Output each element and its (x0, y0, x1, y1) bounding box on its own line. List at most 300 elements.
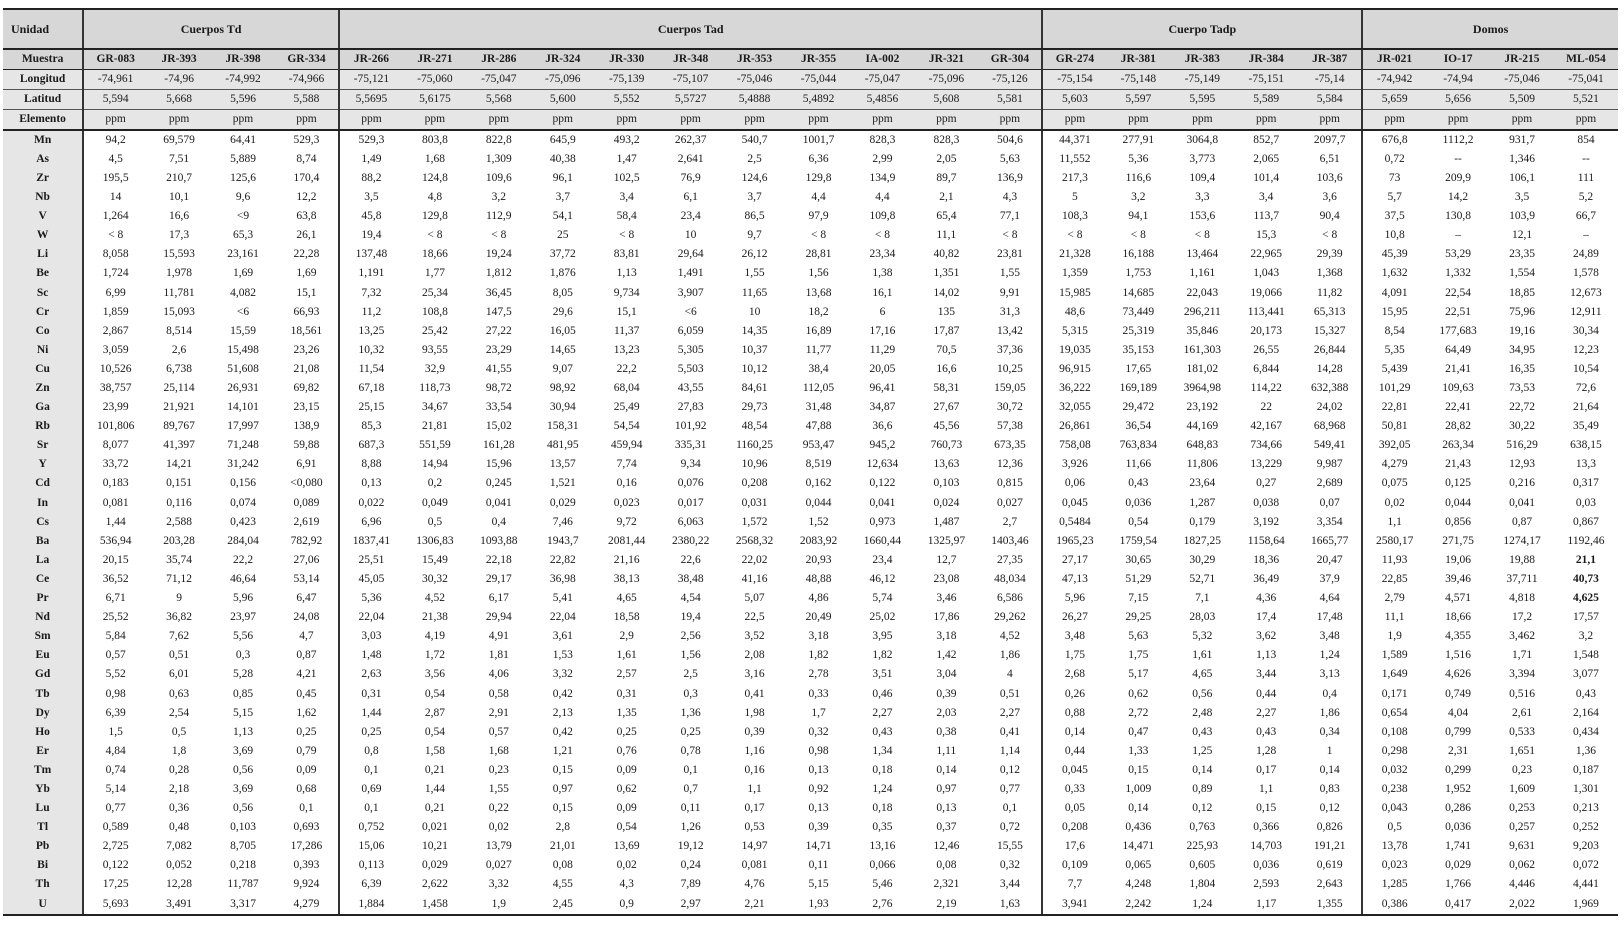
unit-group-row (3, 9, 1618, 49)
table-cell: 19,4 (339, 226, 403, 245)
table-cell: 2,867 (83, 322, 147, 341)
table-cell: 0,33 (1042, 780, 1106, 799)
table-cell: 1,98 (744, 706, 765, 719)
table-cell: 551,59 (419, 439, 451, 452)
table-cell: 1,491 (677, 267, 704, 280)
table-cell: 26,55 (1253, 343, 1280, 356)
table-cell: 3,394 (1509, 668, 1535, 681)
table-cell: 0,125 (1445, 477, 1471, 490)
table-cell: 6,99 (83, 284, 147, 303)
table-cell: 35,74 (166, 553, 193, 566)
table-cell: 0,024 (933, 496, 960, 509)
table-cell: 1,44 (424, 782, 445, 795)
table-cell: 1,649 (1362, 666, 1426, 685)
table-cell: 0,43 (872, 725, 893, 738)
table-cell: 6,39 (339, 876, 403, 895)
table-cell: 0,39 (808, 821, 829, 834)
latitud-cell: 5,603 (1042, 90, 1106, 110)
table-cell: 26,1 (296, 229, 317, 242)
table-row (3, 685, 1618, 704)
group-header: Domos (1362, 9, 1618, 49)
longitud-cell: -75,096 (531, 70, 595, 90)
table-cell: 38,48 (677, 572, 704, 585)
table-cell: 263,34 (1442, 439, 1474, 452)
longitud-cell: -75,14 (1298, 70, 1362, 90)
table-cell: 0,56 (232, 802, 254, 815)
latitud-cell: 5,584 (1298, 90, 1362, 110)
table-cell: 5,96 (1042, 589, 1106, 608)
table-cell: – (1455, 229, 1461, 242)
table-cell: 37,9 (1319, 572, 1340, 585)
table-cell: 0,171 (1362, 685, 1426, 704)
table-cell: 1,516 (1445, 649, 1471, 662)
table-row (3, 647, 1618, 666)
table-cell: 30,22 (1509, 420, 1535, 433)
table-cell: 0,1 (299, 802, 314, 815)
table-cell: 19,066 (1250, 286, 1283, 299)
table-cell: 0,029 (549, 496, 576, 509)
element-label: V (3, 207, 83, 226)
table-cell: 0,038 (1253, 496, 1280, 509)
table-cell: 22,85 (1362, 570, 1426, 589)
table-cell: 0,37 (936, 821, 957, 834)
table-cell: < 8 (491, 229, 507, 242)
table-cell: 20,47 (1316, 553, 1343, 566)
table-cell: 124,6 (741, 171, 768, 184)
table-cell: 37,72 (549, 248, 576, 261)
table-cell: 22,5 (744, 611, 765, 624)
table-cell: 18,85 (1509, 286, 1535, 299)
table-cell: 0,815 (996, 477, 1023, 490)
table-cell: 153,6 (1189, 210, 1216, 223)
table-cell: 0,56 (232, 763, 254, 776)
table-cell: – (1583, 229, 1589, 242)
element-label: In (3, 494, 83, 513)
table-cell: 21,64 (1573, 401, 1599, 414)
table-cell: 22,965 (1250, 248, 1283, 261)
table-cell: 1,16 (744, 744, 765, 757)
table-cell: 35,846 (1186, 324, 1219, 337)
table-cell: 7,082 (166, 840, 193, 853)
table-cell: 15,093 (163, 305, 195, 318)
table-cell: 30,72 (996, 401, 1023, 414)
table-cell: 0,25 (296, 725, 317, 738)
table-cell: 66,93 (293, 305, 320, 318)
table-cell: 536,94 (83, 532, 147, 551)
table-cell: 2,63 (339, 666, 403, 685)
table-cell: 40,82 (933, 248, 960, 261)
table-cell: 13,16 (869, 840, 896, 853)
table-cell: 23,4 (680, 210, 701, 223)
table-cell: 1,93 (787, 895, 851, 915)
table-cell: 21,43 (1445, 458, 1471, 471)
table-cell: 89,767 (163, 420, 195, 433)
table-row (3, 341, 1618, 360)
table-cell: 10,37 (741, 343, 768, 356)
table-cell: 9,07 (552, 362, 573, 375)
table-cell: 11,1 (1362, 608, 1426, 627)
table-cell: 3,44 (1256, 668, 1277, 681)
table-cell: 0,87 (1511, 515, 1533, 528)
table-cell: 29,17 (485, 572, 512, 585)
table-cell: 1,75 (1128, 649, 1149, 662)
table-cell: 0,076 (677, 477, 704, 490)
table-cell: 0,25 (680, 725, 701, 738)
longitud-cell: -75,047 (467, 70, 531, 90)
table-cell: 540,7 (741, 133, 768, 146)
row-label: Muestra (3, 49, 83, 70)
table-cell: 4,65 (1192, 668, 1213, 681)
table-row (3, 761, 1618, 780)
muestra-cell: JR-324 (531, 49, 595, 70)
table-cell: 17,25 (83, 876, 147, 895)
elemento-cell: ppm (1106, 110, 1170, 131)
table-cell: 17,6 (1042, 837, 1106, 856)
table-cell: 0,25 (616, 725, 637, 738)
table-cell: 68,968 (1313, 420, 1346, 433)
table-row (3, 627, 1618, 646)
table-cell: 3,56 (424, 668, 445, 681)
table-cell: 1,572 (741, 515, 768, 528)
table-cell: 96,41 (869, 382, 896, 395)
table-cell: 11,806 (1186, 458, 1218, 471)
table-cell: 1,24 (1319, 649, 1340, 662)
table-cell: 4,04 (1448, 706, 1469, 719)
table-cell: 0,113 (339, 857, 403, 876)
table-cell: 125,6 (230, 171, 256, 184)
element-label: La (3, 551, 83, 570)
table-cell: 2,022 (1490, 895, 1554, 915)
table-cell: 0,18 (872, 802, 893, 815)
table-cell: 17,16 (869, 324, 896, 337)
table-cell: 0,072 (1573, 859, 1599, 872)
table-cell: 33,54 (485, 401, 512, 414)
table-cell: 4,86 (808, 592, 829, 605)
table-cell: 1,48 (339, 647, 403, 666)
table-cell: 25,02 (869, 611, 896, 624)
table-cell: 0,35 (872, 821, 893, 834)
table-cell: 1,13 (1256, 649, 1277, 662)
table-cell: 5,14 (83, 780, 147, 799)
table-cell: 0,48 (169, 821, 190, 834)
elemento-cell: ppm (1298, 110, 1362, 131)
table-cell: 1,61 (616, 649, 637, 662)
table-cell: 1,859 (83, 303, 147, 322)
latitud-cell: 5,5695 (339, 90, 403, 110)
table-cell: 225,93 (1186, 840, 1219, 853)
longitud-cell: -75,096 (914, 70, 978, 90)
table-row (3, 398, 1618, 417)
table-cell: 27,35 (996, 553, 1023, 566)
table-cell: 170,4 (293, 171, 320, 184)
table-cell: 0,13 (808, 802, 829, 815)
table-cell: 0,25 (339, 723, 403, 742)
table-cell: 40,38 (549, 152, 576, 165)
latitud-row (3, 90, 1618, 110)
element-label: Be (3, 265, 83, 284)
table-cell: 0,97 (936, 782, 957, 795)
element-label: Sr (3, 437, 83, 456)
table-cell: 51,29 (1125, 572, 1152, 585)
table-cell: 0,029 (421, 859, 448, 872)
table-cell: 102,5 (613, 171, 640, 184)
table-cell: 23,192 (1186, 401, 1219, 414)
table-cell: 1,25 (1192, 744, 1213, 757)
table-cell: 5,35 (1362, 341, 1426, 360)
table-cell: 30,34 (1573, 324, 1599, 337)
table-cell: 9,734 (613, 286, 640, 299)
table-cell: 25,49 (613, 401, 640, 414)
table-cell: 11,77 (805, 343, 832, 356)
elemento-cell: ppm (787, 110, 851, 131)
table-cell: 1,285 (1362, 876, 1426, 895)
table-cell: 98,92 (549, 382, 576, 395)
table-cell: 2,27 (1256, 706, 1277, 719)
table-cell: 24,08 (293, 611, 320, 624)
table-cell: 71,12 (166, 572, 193, 585)
table-cell: 4,4 (875, 191, 890, 204)
table-cell: 0,32 (808, 725, 829, 738)
table-cell: 14,71 (805, 840, 832, 853)
table-cell: 0,42 (552, 725, 573, 738)
table-cell: 0,31 (339, 685, 403, 704)
table-cell: 11,552 (1042, 150, 1106, 169)
table-cell: 3064,8 (1186, 133, 1219, 146)
table-cell: 9,7 (747, 229, 762, 242)
table-cell: 3,059 (83, 341, 147, 360)
table-cell: < 8 (427, 229, 443, 242)
table-cell: 18,561 (290, 324, 323, 337)
table-cell: 1,346 (1509, 152, 1535, 165)
table-cell: 16,6 (936, 362, 957, 375)
table-cell: 296,211 (1183, 305, 1221, 318)
table-row (3, 818, 1618, 837)
table-cell: 24,89 (1573, 248, 1599, 261)
table-cell: 1,58 (424, 744, 445, 757)
table-cell: 3,46 (936, 592, 957, 605)
table-cell: 5,07 (744, 592, 765, 605)
table-cell: 1,548 (1573, 649, 1599, 662)
table-row (3, 246, 1618, 265)
table-cell: 0,15 (552, 802, 573, 815)
element-label: Tb (3, 685, 83, 704)
table-cell: 763,834 (1119, 439, 1158, 452)
table-cell: 7,7 (1042, 876, 1106, 895)
table-cell: 13,229 (1250, 458, 1283, 471)
table-cell: 0,179 (1189, 515, 1216, 528)
table-cell: 1965,23 (1042, 532, 1106, 551)
muestra-cell: ML-054 (1554, 49, 1618, 70)
table-cell: 0,16 (744, 763, 765, 776)
table-cell: 4,36 (1256, 592, 1277, 605)
table-cell: 9,72 (616, 515, 637, 528)
table-cell: 0,032 (1362, 761, 1426, 780)
table-cell: 632,388 (1310, 382, 1349, 395)
table-cell: 0,15 (552, 763, 573, 776)
table-cell: 1,69 (296, 267, 317, 280)
table-cell: 13,68 (805, 286, 832, 299)
table-cell: 262,37 (674, 133, 707, 146)
table-cell: 0,023 (613, 496, 640, 509)
table-cell: 15,95 (1362, 303, 1426, 322)
table-cell: 0,11 (808, 859, 829, 872)
table-cell: 0,98 (808, 744, 829, 757)
table-cell: < 8 (1002, 229, 1018, 242)
table-cell: 17,48 (1316, 611, 1343, 624)
element-label: Th (3, 876, 83, 895)
table-row (3, 532, 1618, 551)
table-cell: 0,533 (1509, 725, 1535, 738)
table-cell: 1,69 (232, 267, 254, 280)
table-cell: 11,65 (741, 286, 768, 299)
table-cell: 1306,83 (416, 534, 454, 547)
table-cell: 15,327 (1313, 324, 1346, 337)
table-cell: 103,6 (1316, 171, 1343, 184)
table-cell: 284,04 (227, 534, 259, 547)
table-cell: 36,45 (485, 286, 512, 299)
table-cell: 0,43 (1256, 725, 1277, 738)
latitud-cell: 5,659 (1362, 90, 1426, 110)
table-cell: 0,62 (1128, 687, 1149, 700)
table-cell: 103,9 (1509, 210, 1535, 223)
table-cell: 83,81 (613, 248, 640, 261)
table-cell: 96,915 (1042, 360, 1106, 379)
table-cell: 0,049 (421, 496, 448, 509)
table-cell: 4,55 (552, 878, 573, 891)
table-row (3, 857, 1618, 876)
elemento-row (3, 110, 1618, 131)
element-label: U (3, 895, 83, 915)
table-cell: 17,997 (227, 420, 259, 433)
table-cell: 59,88 (293, 439, 320, 452)
table-cell: 34,87 (869, 401, 896, 414)
table-cell: 0,366 (1253, 821, 1280, 834)
table-cell: 1,44 (83, 513, 147, 532)
table-cell: 89,7 (936, 171, 957, 184)
table-cell: 0,34 (1319, 725, 1340, 738)
longitud-cell: -75,060 (403, 70, 467, 90)
latitud-cell: 5,6175 (403, 90, 467, 110)
table-cell: 0,42 (552, 687, 573, 700)
table-cell: 169,189 (1119, 382, 1158, 395)
table-cell: 1,753 (1125, 267, 1152, 280)
element-label: Ce (3, 570, 83, 589)
table-cell: 18,36 (1253, 553, 1280, 566)
table-cell: 9,631 (1509, 840, 1535, 853)
table-cell: 30,65 (1125, 553, 1152, 566)
table-cell: 0,749 (1445, 687, 1471, 700)
table-cell: 5,56 (232, 630, 254, 643)
table-cell: 0,021 (421, 821, 448, 834)
table-cell: 22,2 (616, 362, 637, 375)
table-cell: 0,13 (339, 475, 403, 494)
table-cell: 782,92 (290, 534, 323, 547)
muestra-cell: JR-348 (659, 49, 723, 70)
group-header: Cuerpos Td (83, 9, 339, 49)
table-cell: 27,17 (1042, 551, 1106, 570)
table-cell: 1,62 (296, 706, 317, 719)
element-label: Cr (3, 303, 83, 322)
table-cell: 0,05 (1042, 799, 1106, 818)
table-cell: 2,1 (939, 191, 954, 204)
table-cell: 2,31 (1448, 744, 1469, 757)
element-label: Cs (3, 513, 83, 532)
table-cell: 5,36 (339, 589, 403, 608)
table-cell: 0,5484 (1042, 513, 1106, 532)
muestra-cell: IA-002 (850, 49, 914, 70)
table-cell: 2,321 (933, 878, 960, 891)
latitud-cell: 5,589 (1234, 90, 1298, 110)
table-cell: 14,2 (1448, 191, 1469, 204)
table-cell: 1,355 (1298, 895, 1362, 915)
table-cell: 0,76 (616, 744, 637, 757)
table-cell: 5,17 (1128, 668, 1149, 681)
table-cell: 828,3 (869, 133, 896, 146)
table-cell: 1,812 (485, 267, 512, 280)
table-cell: 1,1 (747, 782, 762, 795)
table-row (3, 303, 1618, 322)
table-cell: 0,12 (1192, 802, 1213, 815)
table-row (3, 150, 1618, 169)
table-cell: 2,27 (999, 706, 1020, 719)
table-cell: 2,9 (619, 630, 634, 643)
table-cell: 6,17 (488, 592, 509, 605)
table-cell: 945,2 (869, 439, 896, 452)
table-cell: 1,38 (872, 267, 893, 280)
table-cell: 0,51 (999, 687, 1020, 700)
elemento-cell: ppm (914, 110, 978, 131)
table-cell: 118,73 (419, 382, 451, 395)
table-cell: 37,711 (1506, 572, 1538, 585)
table-cell: 0,3 (683, 687, 698, 700)
table-cell: 1,26 (680, 821, 701, 834)
table-cell: 22,28 (293, 248, 320, 261)
table-cell: 5,439 (1362, 360, 1426, 379)
muestra-cell: GR-334 (275, 49, 339, 70)
table-cell: 6,36 (808, 152, 829, 165)
element-label: Ho (3, 723, 83, 742)
table-cell: 44,169 (1186, 420, 1219, 433)
table-cell: 1,724 (83, 265, 147, 284)
table-cell: 0,027 (996, 496, 1023, 509)
muestra-cell: JR-398 (211, 49, 275, 70)
table-row (3, 130, 1618, 150)
table-cell: 46,12 (869, 572, 896, 585)
muestra-cell: JR-266 (339, 49, 403, 70)
latitud-cell: 5,608 (914, 90, 978, 110)
table-cell: 101,92 (674, 420, 707, 433)
table-cell: 29,39 (1316, 248, 1343, 261)
table-cell: 3,61 (552, 630, 573, 643)
table-cell: 6,063 (677, 515, 704, 528)
table-cell: 1001,7 (802, 133, 835, 146)
table-cell: 10,12 (741, 362, 768, 375)
longitud-cell: -75,126 (978, 70, 1042, 90)
table-cell: 40,73 (1573, 572, 1599, 585)
table-cell: 3,354 (1316, 515, 1343, 528)
longitud-cell: -75,041 (1554, 70, 1618, 90)
table-cell: 29,472 (1122, 401, 1155, 414)
table-cell: 0,298 (1362, 742, 1426, 761)
table-cell: 134,9 (869, 171, 896, 184)
table-cell: 0,619 (1316, 859, 1343, 872)
table-cell: 2,99 (872, 152, 893, 165)
table-cell: 159,05 (994, 382, 1026, 395)
table-cell: 64,49 (1445, 343, 1471, 356)
table-cell: 101,4 (1253, 171, 1280, 184)
table-cell: 2,619 (293, 515, 320, 528)
table-cell: 0,081 (741, 859, 768, 872)
